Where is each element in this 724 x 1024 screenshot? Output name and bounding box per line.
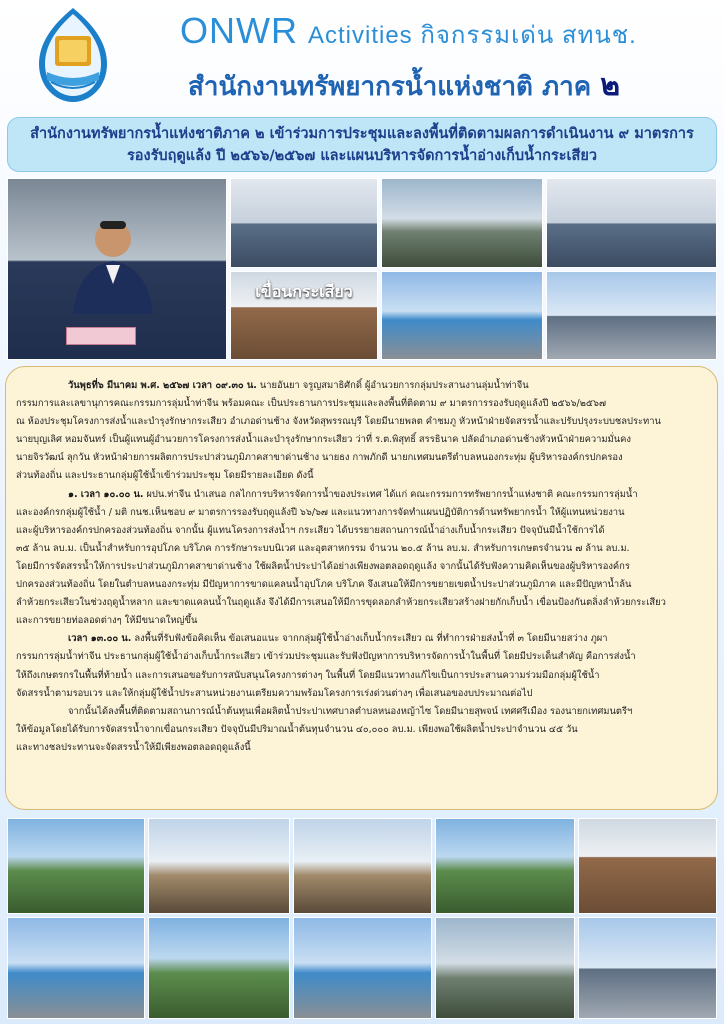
dam-sign: เขื่อนกระเสียว [255,282,353,301]
paragraph-2: ๑. เวลา ๑๐.๐๐ น. ผปน.ท่าจีน นำเสนอ กลไกการบริหารจัดการน้ำของประเทศ ได้แก่ คณะกรรมการทรัพยากรน้ำแห่งชาติ คณะกรรมการลุ่มน้ำ [68,488,638,500]
paragraph-1: วันพุธที่๖ มีนาคม พ.ศ. ๒๕๖๗ เวลา ๐๙.๓๐ น. นายอันยา จรูญสมาธิศักดิ์ ผู้อำนวยการกลุ่มประสานงานลุ่มน้ำท่าจีน [68,380,529,391]
text-line: กรรมการลุ่มน้ำท่าจีน ประธานกลุ่มผู้ใช้น้ำอ่างเก็บน้ำกระเสียว เข้าร่วมประชุมและรับฟังปัญหาการบริหารจัดการน้ำในพื้นที่ โดยมีประเด็นสำคัญ คือการส่งน้ำ [16,651,636,663]
paragraph-3: เวลา ๑๓.๐๐ น. ลงพื้นที่รับฟังข้อคิดเห็น ข้อเสนอแนะ จากกลุ่มผู้ใช้น้ำอ่างเก็บน้ำกระเสียว ณ ที่ทำการฝ่ายส่งน้ำที่ ๓ โดยมีนายสว่าง ภูผา [68,633,608,645]
photo-bottom-3 [293,818,432,914]
article-body [5,366,718,810]
photo-bottom-6 [7,917,145,1019]
person-icon [68,209,158,314]
photo-bottom-9 [435,917,575,1019]
onwr-logo-icon [33,6,113,106]
text-line: ส่วนท้องถิ่น และประธานกลุ่มผู้ใช้น้ำเข้าร่วมประชุม โดยมีรายละเอียด ดังนี้ [16,470,314,482]
text-line: ให้ถึงเกษตรกรในพื้นที่ท้ายน้ำ และการเสนอขอรับการสนับสนุนโครงการต่างๆ ในพื้นที่ โดยมีแนวทางแก้ไขเป็นการประสานความร่วมมือกลุ่มผู้ใช้น้ำ [16,669,600,681]
photo-meeting-room [546,178,717,268]
photo-bottom-2 [148,818,290,914]
text-line: นายจิรวัฒน์ ลุกวัน หัวหน้าฝ่ายการผลิตการประปาส่วนภูมิภาคสาขาด่านช้าง นายธง กาพภักดี นายกเทศมนตรีตำบลหนองกระทุ่ม ผู้บริหารองค์กรปกครอง [16,452,623,464]
text-line: โดยมีการจัดสรรน้ำให้การประปาส่วนภูมิภาคสาขาด่านช้าง ใช้ผลิตน้ำประปาได้อย่างเพียงพอตลอดฤดูแล้ง จากนั้นได้รับฟังความคิดเห็นของผู้บริหารองค์กร [16,560,630,572]
photo-bottom-8 [293,917,432,1019]
text-line: ให้ข้อมูลโดยได้รับการจัดสรรน้ำจากเขื่อนกระเสียว ปัจจุบันมีปริมาณน้ำต้นทุนจำนวน ๔๐,๐๐๐ ลบ.ม. เพียงพอใช้ผลิตน้ำประปาจำนวน ๔๕ วัน [16,723,578,735]
photo-bottom-10 [578,917,717,1019]
nameplate [66,327,136,345]
photo-bottom-5 [578,818,717,914]
text-line: นายบุญเลิศ หอมจันทร์ เป็นผู้แทนผู้อำนวยการโครงการส่งน้ำและบำรุงรักษากระเสียว ว่าที่ ร.ต.พิสุทธิ์ สรรธินาค ปลัดอำเภอด่านช้างหัวหน้าฝ่ายความมั่นคง [16,434,631,446]
text-line: ลำห้วยกระเสียวในช่วงฤดูน้ำหลาก และขาดแคลนน้ำในฤดูแล้ง จึงได้มีการเสนอให้มีการขุดลอกลำห้วยกระเสียวสร้างฝายกักเก็บน้ำ เขื่อนป้องกันตลิ่งลำห้วยกระเสียว [16,597,666,609]
article-title [7,117,717,172]
activities-label: Activities กิจกรรมเด่น สทนช. [307,22,637,49]
photo-director-portrait [7,178,227,360]
text-line: และองค์กรกลุ่มผู้ใช้น้ำ / มติ กนช.เห็นชอบ ๙ มาตรการรองรับฤดูแล้งปี ๖๖/๖๗ และแนวทางการจัดทำแผนปฏิบัติการด้านทรัพยากรน้ำ ให้ผู้แทนหน่วยงาน [16,506,625,518]
text-line: ปกครองส่วนท้องถิ่น โดยในตำบลหนองกระทุ่ม มีปัญหาการขาดแคลนน้ำอุปโภค บริโภค จึงเสนอให้มีการขยายเขตน้ำประปาส่วนภูมิภาค และมีปัญหาน้ำล้น [16,579,632,591]
brand-title: ONWR Activities กิจกรรมเด่น สทนช. [180,10,637,51]
text-line: และทางชลประทานจะจัดสรรน้ำให้มีเพียงพอตลอดฤดูแล้งนี้ [16,741,251,753]
text-line: ณ ห้องประชุมโครงการส่งน้ำและบำรุงรักษากระเสียว อำเภอด่านช้าง จังหวัดสุพรรณบุรี โดยมีนายพลต คำชมภู หัวหน้าฝ่ายจัดสรรน้ำและปรับปรุงระบบชลประทาน [16,416,661,428]
photo-bottom-7 [148,917,290,1019]
title-line-2: รองรับฤดูแล้ง ปี ๒๕๖๖/๒๕๖๗ และแผนบริหารจัดการน้ำอ่างเก็บน้ำกระเสียว [127,148,597,164]
photo-bottom-1 [7,818,145,914]
paragraph-4: จากนั้นได้ลงพื้นที่ติดตามสถานการณ์น้ำต้นทุนเพื่อผลิตน้ำประปาเทศบาลตำบลหนองหญ้าไซ โดยมีนายสุพจน์ เทศศรีเมือง รองนายกเทศมนตรีฯ [68,705,633,717]
header [0,0,724,118]
photo-dam-group [230,271,378,360]
photo-meeting-table [381,178,543,268]
photo-bottom-4 [435,818,575,914]
text-line: ๓๕ ล้าน ลบ.ม. เป็นน้ำสำหรับการอุปโภค บริโภค การรักษาระบบนิเวศ และอุตสาหกรรม จำนวน ๒๐.๕ ล้าน ลบ.ม. สำหรับการเกษตรจำนวน ๗ ล้าน ลบ.ม. [16,542,630,554]
photo-reservoir-visit [381,271,543,360]
text-line: และผู้บริหารองค์กรปกครองส่วนท้องถิ่น จากนั้น ผู้แทนโครงการส่งน้ำฯ กระเสียว ได้บรรยายสถานการณ์น้ำอ่างเก็บน้ำกระเสียว ปัจจุบันมีน้ำใช้การได้ [16,524,605,536]
photo-dam-crest [546,271,717,360]
region-number: ๒ [600,68,620,103]
office-name: สำนักงานทรัพยากรน้ำแห่งชาติ ภาค ๒ [188,68,620,103]
text-line: และการขยายท่อลอดต่างๆ ให้มีขนาดใหญ่ขึ้น [16,615,198,627]
photo-meeting-speaker [230,178,378,268]
text-line: กรรมการและเลขานุการคณะกรรมการลุ่มน้ำท่าจีน พร้อมคณะ เป็นประธานการประชุมและลงพื้นที่ติดตาม ๙ มาตรการรองรับฤดูแล้งปี ๒๕๖๖/๒๕๖๗ [16,398,606,410]
text-line: จัดสรรน้ำตามรอบเวร และให้กลุ่มผู้ใช้น้ำประสานหน่วยงานเตรียมความพร้อมโครงการเร่งด่วนต่างๆ เพื่อเสนอของบประมาณต่อไป [16,687,533,699]
title-line-1: สำนักงานทรัพยากรน้ำแห่งชาติภาค ๒ เข้าร่วมการประชุมและลงพื้นที่ติดตามผลการดำเนินงาน ๙ มาตรการ [30,126,694,142]
